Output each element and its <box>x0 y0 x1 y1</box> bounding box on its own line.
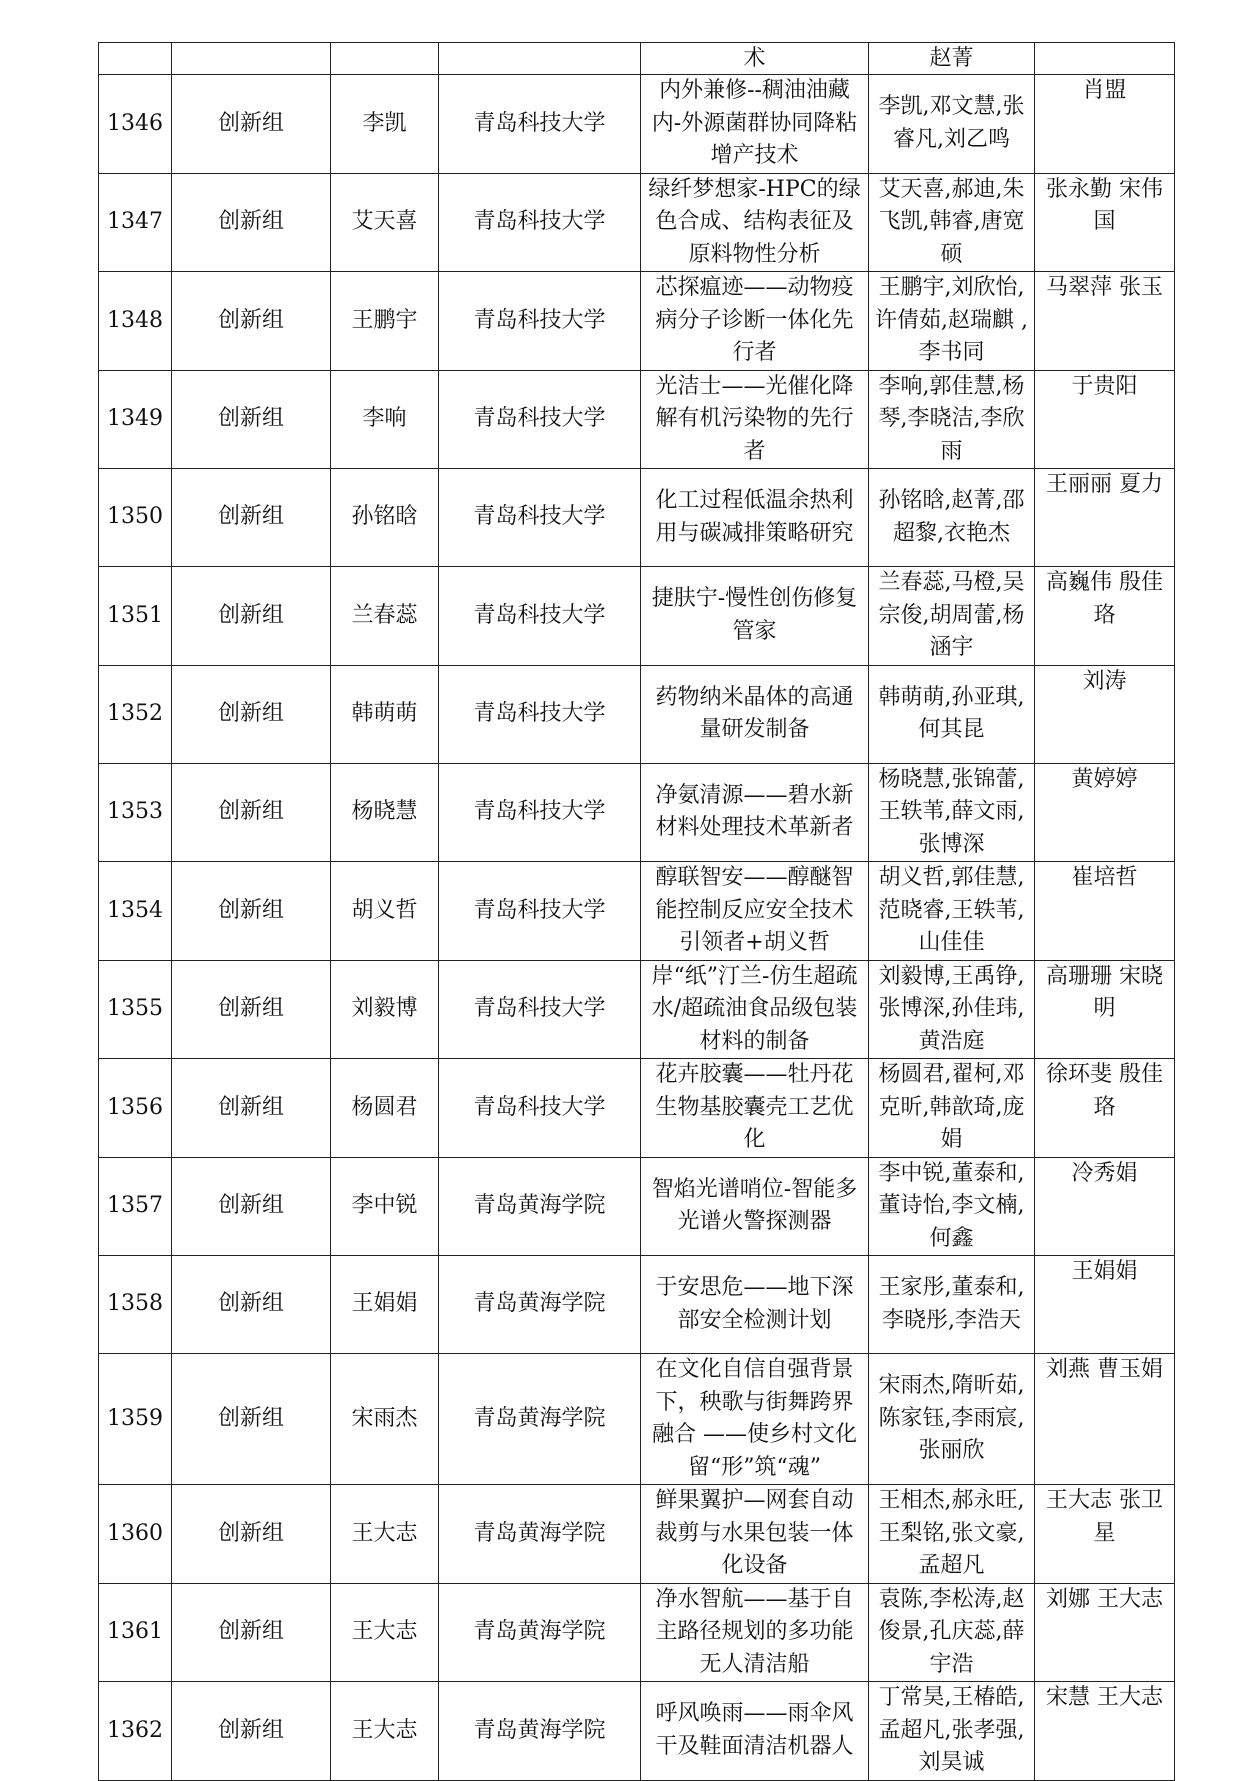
advisor-cell: 刘燕 曹玉娟 <box>1035 1354 1175 1485</box>
project-cell: 净水智航——基于自主路径规划的多功能无人清洁船 <box>641 1583 869 1682</box>
number-cell: 1354 <box>99 862 172 961</box>
advisor-cell: 张永勤 宋伟国 <box>1035 173 1175 272</box>
leader-cell: 杨圆君 <box>331 1059 439 1158</box>
table-row <box>99 1157 1175 1256</box>
project-cell: 醇联智安——醇醚智能控制反应安全技术引领者+胡义哲 <box>641 862 869 961</box>
table-row <box>99 1682 1175 1781</box>
number-cell: 1357 <box>99 1157 172 1256</box>
leader-cell: 王鹏宇 <box>331 272 439 371</box>
number-cell: 1352 <box>99 665 172 763</box>
project-cell: 光洁士——光催化降解有机污染物的先行者 <box>641 370 869 469</box>
table-row <box>99 763 1175 862</box>
school-cell: 青岛黄海学院 <box>439 1256 641 1354</box>
school-cell: 青岛黄海学院 <box>439 1485 641 1584</box>
advisor-cell: 徐环斐 殷佳珞 <box>1035 1059 1175 1158</box>
members-cell: 杨圆君,翟柯,邓克昕,韩歆琦,庞娟 <box>869 1059 1035 1158</box>
school-cell: 青岛科技大学 <box>439 960 641 1059</box>
project-cell: 鲜果翼护—网套自动裁剪与水果包装一体化设备 <box>641 1485 869 1584</box>
school-cell: 青岛科技大学 <box>439 75 641 174</box>
members-cell: 王家彤,董泰和,李晓彤,李浩天 <box>869 1256 1035 1354</box>
advisor-cell: 宋慧 王大志 <box>1035 1682 1175 1781</box>
members-cell: 宋雨杰,隋昕茹,陈家钰,李雨宸,张丽欣 <box>869 1354 1035 1485</box>
school-cell: 青岛科技大学 <box>439 862 641 961</box>
group-cell: 创新组 <box>172 1682 331 1781</box>
advisor-cell: 刘娜 王大志 <box>1035 1583 1175 1682</box>
school-cell: 青岛黄海学院 <box>439 1583 641 1682</box>
table-row <box>99 469 1175 567</box>
group-cell: 创新组 <box>172 862 331 961</box>
number-cell: 1359 <box>99 1354 172 1485</box>
members-cell: 王鹏宇,刘欣怡,许倩茹,赵瑞麒 ,李书同 <box>869 272 1035 371</box>
project-cell: 内外兼修--稠油油藏内-外源菌群协同降粘增产技术 <box>641 75 869 174</box>
members-cell: 兰春蕊,马橙,吴宗俊,胡周蕾,杨涵宇 <box>869 567 1035 666</box>
leader-cell: 艾天喜 <box>331 173 439 272</box>
school-cell: 青岛黄海学院 <box>439 1354 641 1485</box>
leader-cell: 李中锐 <box>331 1157 439 1256</box>
project-cell: 芯探瘟迹——动物疫病分子诊断一体化先行者 <box>641 272 869 371</box>
group-cell: 创新组 <box>172 1583 331 1682</box>
project-cell: 捷肤宁-慢性创伤修复管家 <box>641 567 869 666</box>
members-cell: 王相杰,郝永旺,王梨铭,张文豪,孟超凡 <box>869 1485 1035 1584</box>
members-cell: 韩萌萌,孙亚琪,何其昆 <box>869 665 1035 763</box>
project-cell: 在文化自信自强背景下，秧歌与街舞跨界融合 ——使乡村文化留“形”筑“魂” <box>641 1354 869 1485</box>
number-cell: 1358 <box>99 1256 172 1354</box>
number-cell: 1360 <box>99 1485 172 1584</box>
project-cell: 智焰光谱哨位-智能多光谱火警探测器 <box>641 1157 869 1256</box>
advisor-cell: 马翠萍 张玉 <box>1035 272 1175 371</box>
table-row <box>99 1059 1175 1158</box>
number-cell: 1362 <box>99 1682 172 1781</box>
group-cell: 创新组 <box>172 665 331 763</box>
number-cell: 1346 <box>99 75 172 174</box>
project-cell: 花卉胶囊——牡丹花生物基胶囊壳工艺优化 <box>641 1059 869 1158</box>
leader-cell: 王大志 <box>331 1682 439 1781</box>
number-cell: 1351 <box>99 567 172 666</box>
table-row <box>99 665 1175 763</box>
number-cell: 1361 <box>99 1583 172 1682</box>
school-cell: 青岛科技大学 <box>439 665 641 763</box>
group-cell: 创新组 <box>172 75 331 174</box>
leader-cell: 李凯 <box>331 75 439 174</box>
school-cell: 青岛科技大学 <box>439 469 641 567</box>
leader-cell: 杨晓慧 <box>331 763 439 862</box>
table-row <box>99 1583 1175 1682</box>
project-cell: 化工过程低温余热利用与碳减排策略研究 <box>641 469 869 567</box>
table-row <box>99 272 1175 371</box>
members-cell: 李中锐,董泰和,董诗怡,李文楠,何鑫 <box>869 1157 1035 1256</box>
members-cell: 杨晓慧,张锦蕾,王轶苇,薛文雨,张博深 <box>869 763 1035 862</box>
school-cell: 青岛科技大学 <box>439 173 641 272</box>
group-cell: 创新组 <box>172 763 331 862</box>
school-cell: 青岛科技大学 <box>439 370 641 469</box>
project-cell: 呼风唤雨——雨伞风干及鞋面清洁机器人 <box>641 1682 869 1781</box>
leader-cell: 韩萌萌 <box>331 665 439 763</box>
project-cell: 岸“纸”汀兰-仿生超疏水/超疏油食品级包装材料的制备 <box>641 960 869 1059</box>
advisor-cell: 王丽丽 夏力 <box>1035 469 1175 567</box>
school-cell: 青岛科技大学 <box>439 272 641 371</box>
number-cell: 1347 <box>99 173 172 272</box>
group-cell: 创新组 <box>172 960 331 1059</box>
leader-cell: 李响 <box>331 370 439 469</box>
advisor-cell: 黄婷婷 <box>1035 763 1175 862</box>
project-cell: 于安思危——地下深部安全检测计划 <box>641 1256 869 1354</box>
number-cell: 1349 <box>99 370 172 469</box>
table-row <box>99 1256 1175 1354</box>
group-cell: 创新组 <box>172 1157 331 1256</box>
school-cell: 青岛科技大学 <box>439 1059 641 1158</box>
project-cell: 药物纳米晶体的高通量研发制备 <box>641 665 869 763</box>
project-cell: 净氨清源——碧水新材料处理技术革新者 <box>641 763 869 862</box>
table-row <box>99 75 1175 174</box>
number-cell: 1356 <box>99 1059 172 1158</box>
advisor-cell: 于贵阳 <box>1035 370 1175 469</box>
group-cell: 创新组 <box>172 173 331 272</box>
group-cell: 创新组 <box>172 1059 331 1158</box>
advisor-cell: 肖盟 <box>1035 75 1175 174</box>
number-cell: 1348 <box>99 272 172 371</box>
group-cell: 创新组 <box>172 567 331 666</box>
group-cell: 创新组 <box>172 1354 331 1485</box>
leader-cell: 刘毅博 <box>331 960 439 1059</box>
table-row <box>99 960 1175 1059</box>
members-cell: 袁陈,李松涛,赵俊景,孔庆蕊,薛宇浩 <box>869 1583 1035 1682</box>
project-cell: 术 <box>641 43 869 75</box>
results-table <box>98 42 1175 1781</box>
leader-cell: 胡义哲 <box>331 862 439 961</box>
members-cell: 孙铭晗,赵菁,邵超黎,衣艳杰 <box>869 469 1035 567</box>
school-cell: 青岛黄海学院 <box>439 1682 641 1781</box>
advisor-cell: 王大志 张卫星 <box>1035 1485 1175 1584</box>
school-cell: 青岛科技大学 <box>439 763 641 862</box>
table-row <box>99 862 1175 961</box>
members-cell: 赵菁 <box>869 43 1035 75</box>
leader-cell: 王大志 <box>331 1485 439 1584</box>
advisor-cell: 王娟娟 <box>1035 1256 1175 1354</box>
school-cell: 青岛黄海学院 <box>439 1157 641 1256</box>
table-row <box>99 567 1175 666</box>
advisor-cell: 崔培哲 <box>1035 862 1175 961</box>
members-cell: 胡义哲,郭佳慧,范晓睿,王轶苇,山佳佳 <box>869 862 1035 961</box>
leader-cell: 孙铭晗 <box>331 469 439 567</box>
table-row <box>99 1354 1175 1485</box>
project-cell: 绿纤梦想家-HPC的绿色合成、结构表征及原料物性分析 <box>641 173 869 272</box>
members-cell: 刘毅博,王禹铮,张博深,孙佳玮,黄浩庭 <box>869 960 1035 1059</box>
group-cell: 创新组 <box>172 469 331 567</box>
advisor-cell: 冷秀娟 <box>1035 1157 1175 1256</box>
group-cell: 创新组 <box>172 370 331 469</box>
table-row <box>99 173 1175 272</box>
leader-cell: 兰春蕊 <box>331 567 439 666</box>
continued-row-fragment <box>99 43 1175 75</box>
members-cell: 李凯,邓文慧,张睿凡,刘乙鸣 <box>869 75 1035 174</box>
group-cell: 创新组 <box>172 1485 331 1584</box>
number-cell: 1353 <box>99 763 172 862</box>
members-cell: 李响,郭佳慧,杨琴,李晓洁,李欣雨 <box>869 370 1035 469</box>
leader-cell: 宋雨杰 <box>331 1354 439 1485</box>
number-cell: 1350 <box>99 469 172 567</box>
group-cell: 创新组 <box>172 272 331 371</box>
advisor-cell: 刘涛 <box>1035 665 1175 763</box>
members-cell: 丁常昊,王椿皓,孟超凡,张孝强,刘昊诚 <box>869 1682 1035 1781</box>
members-cell: 艾天喜,郝迪,朱飞凯,韩睿,唐宽硕 <box>869 173 1035 272</box>
table-row <box>99 370 1175 469</box>
leader-cell: 王大志 <box>331 1583 439 1682</box>
leader-cell: 王娟娟 <box>331 1256 439 1354</box>
number-cell: 1355 <box>99 960 172 1059</box>
school-cell: 青岛科技大学 <box>439 567 641 666</box>
table-row <box>99 1485 1175 1584</box>
advisor-cell: 高珊珊 宋晓明 <box>1035 960 1175 1059</box>
group-cell: 创新组 <box>172 1256 331 1354</box>
advisor-cell: 高巍伟 殷佳珞 <box>1035 567 1175 666</box>
